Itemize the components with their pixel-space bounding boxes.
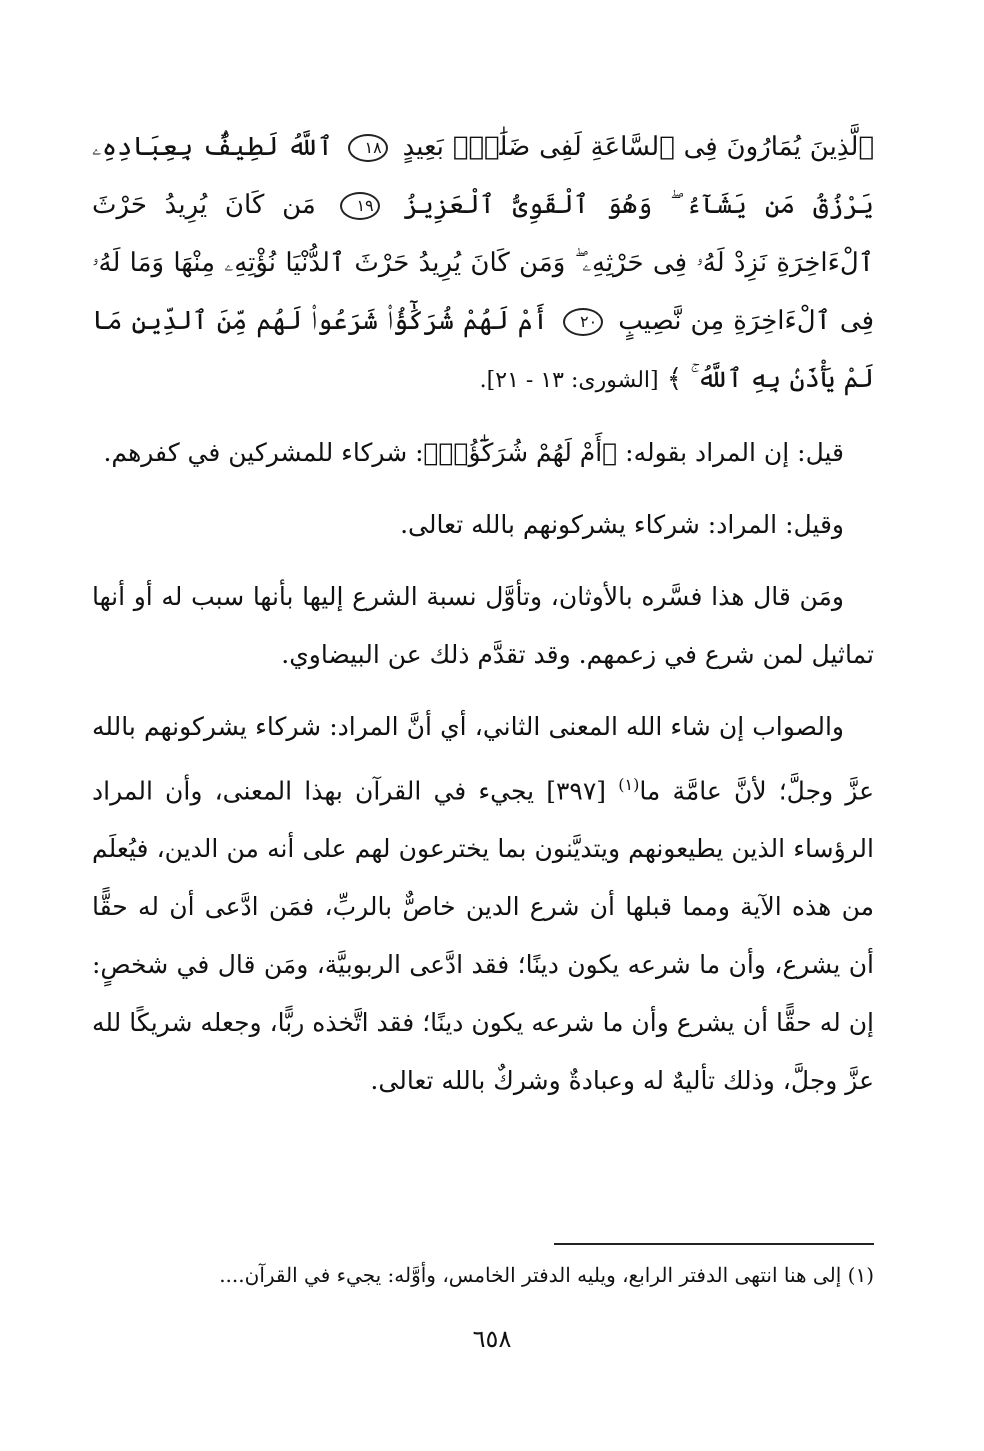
verse-number-20: ٢٠ xyxy=(563,308,603,336)
verse-text: ٱلَّذِينَ يُمَارُونَ فِى ٱلسَّاعَةِ لَفِى ضَلَٰلٍۭ بَعِيدٍ xyxy=(402,132,875,162)
verse-text: أَمْ لَهُمْ شُرَكَٰٓؤُا۟ شَرَعُوا۟ لَهُم مِّنَ ٱلدِّينِ مَا لَمْ يَأْذَنۢ بِهِ ٱللَّهُ ۚ xyxy=(92,306,874,394)
verse-text: ٱللَّهُ لَطِيفٌۢ بِعِبَادِهِۦ يَرْزُقُ مَن يَشَآءُ ۖ وَهُوَ ٱلْقَوِىُّ ٱلْعَزِيزُ xyxy=(92,132,875,220)
paragraph-4-text-end: [٣٩٧] يجيء في القرآن بهذا المعنى، وأن المراد الرؤساء الذين يطيعونهم ويتديَّنون بما يخترعون لهم على أنه من الدين، فيُعلَم من هذه الآية ومما قبلها أن شرع الدين خاصٌّ بالربِّ، فمَن ادَّعى أن له حقًّا أن يشرع، وأن ما شرعه يكون دينًا؛ فقد ادَّعى الربوبيَّة، ومَن قال في شخصٍ: إن له حقًّا أن يشرع وأن ما شرعه يكون دينًا؛ فقد اتَّخذه ربًّا، وجعله شريكًا لله عزَّ وجلَّ، وذلك تأليهٌ له وعبادةٌ وشركٌ بالله تعالى. xyxy=(92,776,874,1096)
page-body xyxy=(92,118,874,1124)
paragraph-1-text: قيل: إن المراد بقوله: xyxy=(617,438,844,467)
quran-close-bracket: ﴾ xyxy=(666,364,683,394)
footnote-reference: (١) xyxy=(618,775,640,794)
paragraph-2: وقيل: المراد: شركاء يشركونهم بالله تعالى. xyxy=(400,510,844,539)
verse-number-19: ١٩ xyxy=(340,192,380,220)
paragraph-1-text-end: : شركاء للمشركين في كفرهم. xyxy=(103,438,424,467)
verse-number-18: ١٨ xyxy=(348,134,388,162)
page-number: ٦٥٨ xyxy=(472,1325,512,1353)
quran-quote: ﴿أَمْ لَهُمْ شُرَكَٰٓؤُا۟﴾ xyxy=(423,438,618,467)
paragraph-3: ومَن قال هذا فسَّره بالأوثان، وتأوَّل نسبة الشرع إليها بأنها سبب له أو أنها تماثيل لمن شرع في زعمهم. وقد تقدَّم ذلك عن البيضاوي. xyxy=(92,582,874,669)
paragraph-4-text: والصواب إن شاء الله المعنى الثاني، أي أنَّ المراد: شركاء يشركونهم بالله عزَّ وجلَّ؛ لأنَّ عامَّة ما xyxy=(92,712,875,806)
footnote-text: إلى هنا انتهى الدفتر الرابع، ويليه الدفتر الخامس، وأوَّله: يجيء في القرآن.... xyxy=(219,1263,842,1287)
footnote-divider xyxy=(554,1243,874,1245)
footnote-marker: (١) xyxy=(847,1263,874,1287)
verse-text: مَن كَانَ يُرِيدُ حَرْثَ ٱلْءَاخِرَةِ نَزِدْ لَهُۥ فِى حَرْثِهِۦ ۖ وَمَن كَانَ يُرِيدُ حَرْثَ ٱلدُّنْيَا نُؤْتِهِۦ مِنْهَا وَمَا لَهُۥ فِى ٱلْءَاخِرَةِ مِن نَّصِيبٍ xyxy=(92,190,875,336)
paragraph-4 xyxy=(92,698,874,1110)
footnote xyxy=(92,1260,874,1290)
paragraph-1 xyxy=(92,424,874,482)
quran-source-reference: [الشورى: ١٣ - ٢١]. xyxy=(479,368,659,393)
quran-verses xyxy=(92,118,874,410)
